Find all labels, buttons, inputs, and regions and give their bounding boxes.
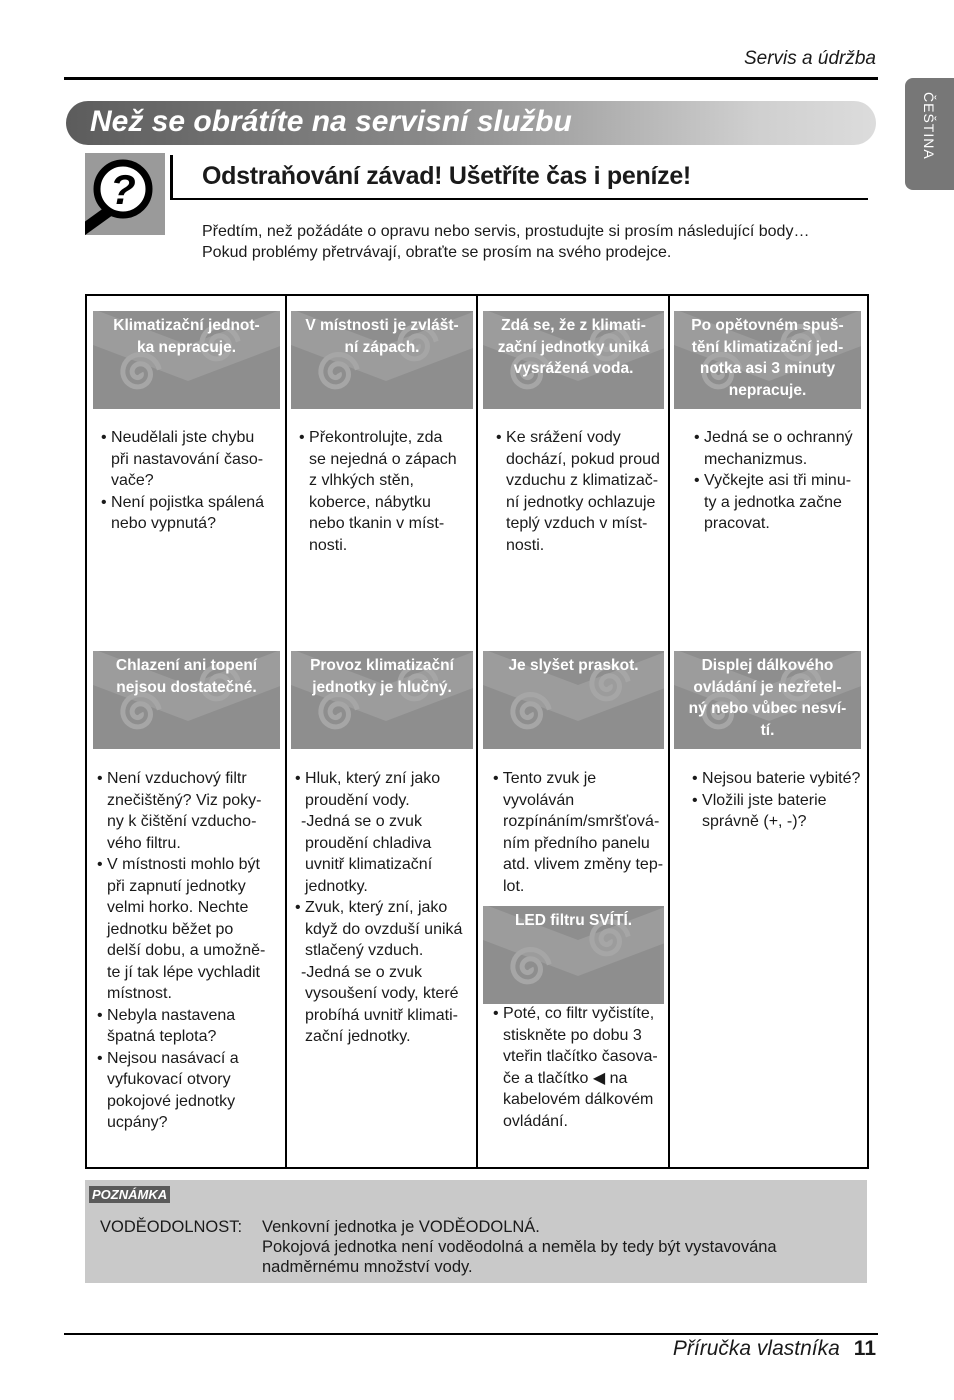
solution-line: místnost.: [107, 985, 172, 1002]
help-icon-box: [85, 153, 165, 235]
problem-heading: [483, 311, 664, 409]
solution-line: stiskněte po dobu 3: [503, 1026, 642, 1044]
heading-line: ný nebo vůbec nesví-: [688, 700, 847, 717]
solution-text: [493, 768, 668, 897]
manual-name: Příručka vlastníka: [672, 1337, 840, 1360]
problem-heading-text: [487, 655, 660, 677]
solution-line: • Tento zvuk je vyvoláván: [493, 770, 597, 809]
note-line: Venkovní jednotka je VODĚODOLNÁ.: [262, 1218, 540, 1236]
footer: [673, 1337, 876, 1361]
heading-line: V místnosti je zvlášt-: [305, 317, 459, 334]
solution-line: ním předního panelu: [503, 834, 650, 852]
solution-line: vače?: [111, 472, 154, 489]
language-tab: [905, 78, 954, 190]
solution-line: nosti.: [309, 536, 348, 554]
solution-line: jednotku běžet po: [107, 920, 234, 938]
solution-line: • Hluk, který zní jako: [295, 770, 441, 787]
solution-text: [493, 1003, 668, 1132]
intro-line: Pokud problémy přetrvávají, obraťte se prosím na svého prodejce.: [202, 244, 672, 261]
solution-line: • V místnosti mohlo být: [97, 856, 260, 873]
grid-divider: [668, 294, 670, 1169]
solution-line: te jí tak lépe vychladit: [107, 963, 260, 981]
problem-heading-text: [487, 910, 660, 932]
solution-line: jednotky.: [305, 877, 368, 895]
solution-line: nebo tkanin v míst-: [309, 515, 445, 532]
heading-line: ní zápach.: [344, 338, 420, 356]
solution-line: špatná teplota?: [107, 1028, 217, 1045]
heading-line: notka asi 3 minuty: [699, 360, 836, 377]
solution-line: • Nejsou baterie vybité?: [692, 770, 861, 787]
svg-text:?: ?: [110, 166, 136, 213]
solution-line: nosti.: [506, 536, 545, 554]
heading-line: tění klimatizační jed-: [691, 338, 844, 356]
solution-line: delší dobu, a umožně-: [107, 942, 266, 959]
solution-line: mechanizmus.: [704, 450, 808, 468]
problem-heading-text: [295, 315, 469, 358]
problem-heading: [93, 311, 280, 409]
heading-line: Provoz klimatizační: [310, 657, 454, 674]
heading-line: nepracuje.: [728, 381, 807, 399]
subtitle: Odstraňování závad! Ušetříte čas i peníze!: [202, 162, 691, 190]
heading-line: zační jednotky uniká: [497, 338, 650, 356]
solution-line: koberce, nábytku: [309, 493, 431, 511]
solution-line: • Nejsou nasávací a: [97, 1049, 239, 1067]
solution-line: při zapnutí jednotky: [107, 877, 246, 895]
problem-heading: [483, 906, 664, 1004]
heading-line: Klimatizační jednot-: [113, 317, 260, 334]
language-tab-label: ČEŠTINA: [921, 92, 937, 160]
page-number: 11: [853, 1337, 876, 1360]
solution-line: stlačený vzduch.: [305, 942, 424, 959]
solution-line: rozpínáním/smršťová-: [503, 813, 660, 830]
solution-line: znečištěný? Viz poky-: [107, 791, 262, 809]
heading-line: vysrážená voda.: [513, 360, 634, 377]
heading-line: ka nepracuje.: [136, 338, 237, 356]
top-rule: [64, 77, 878, 80]
solution-line: • Není pojistka spálená: [101, 493, 265, 511]
solution-line: lot.: [503, 877, 525, 895]
solution-line: ucpány?: [107, 1114, 168, 1131]
solution-line: • Vložili jste baterie: [692, 791, 827, 809]
heading-line: jednotky je hlučný.: [312, 678, 452, 696]
solution-line: probíhá uvnitř klimati-: [305, 1006, 458, 1024]
solution-text: [496, 427, 666, 556]
solution-text: [694, 427, 866, 535]
solution-line: • Není vzduchový filtr: [97, 770, 247, 787]
solution-text: [692, 768, 868, 833]
solution-line: při nastavování časo-: [111, 450, 264, 468]
solution-text: [101, 427, 281, 535]
note-label: POZNÁMKA: [89, 1186, 170, 1203]
problem-heading-text: [97, 315, 276, 358]
heading-line: Displej dálkového: [701, 657, 834, 674]
solution-line: vyfukovací otvory: [107, 1071, 231, 1088]
note-key: VODĚODOLNOST:: [100, 1218, 243, 1236]
solution-line: vého filtru.: [107, 834, 181, 852]
solution-line: • Jedná se o ochranný: [694, 429, 853, 446]
solution-line: z vlhkých stěn,: [309, 472, 414, 489]
problem-heading: [291, 651, 473, 749]
intro-text: [202, 221, 809, 263]
problem-heading-text: [678, 655, 857, 741]
heading-line: Je slyšet praskot.: [508, 657, 639, 674]
solution-text: [295, 768, 473, 1048]
solution-line: velmi horko. Nechte: [107, 899, 249, 916]
grid-divider: [285, 294, 287, 1169]
solution-line: atd. vlivem změny tep-: [503, 856, 664, 873]
problem-heading-text: [678, 315, 857, 401]
bottom-rule: [64, 1333, 878, 1335]
problem-heading-text: [97, 655, 276, 698]
note-content: [262, 1217, 777, 1277]
solution-line: zační jednotky.: [305, 1028, 411, 1045]
solution-line: • Nebyla nastavena: [97, 1006, 236, 1024]
problem-heading: [674, 651, 861, 749]
heading-line: LED filtru SVÍTÍ.: [514, 912, 633, 929]
solution-line: uvnitř klimatizační: [305, 856, 433, 873]
solution-line: • Neudělali jste chybu: [101, 429, 255, 446]
solution-line: správně (+, -)?: [702, 813, 807, 830]
solution-line: ny k čištění vzducho-: [107, 813, 257, 830]
subtitle-divider: [170, 155, 173, 200]
magnifier-question-icon: [85, 153, 165, 235]
note-line: Pokojová jednotka není voděodolná a neměla by tedy být vystavována: [262, 1238, 777, 1256]
solution-line: kabelovém dálkovém: [503, 1091, 654, 1108]
heading-line: nejsou dostatečné.: [116, 678, 257, 696]
solution-line: proudění chladiva: [305, 834, 432, 852]
solution-line: vzduchu z klimatizač-: [506, 472, 659, 489]
solution-line: teplý vzduch v míst-: [506, 515, 648, 532]
problem-heading: [291, 311, 473, 409]
problem-heading: [93, 651, 280, 749]
solution-line: -Jedná se o zvuk: [301, 963, 422, 981]
intro-line: Předtím, než požádáte o opravu nebo servis, prostudujte si prosím následující body…: [202, 223, 810, 240]
solution-line: se nejedná o zápach: [309, 450, 457, 468]
solution-line: • Vyčkejte asi tři minu-: [694, 472, 852, 489]
solution-line: • Ke srážení vody: [496, 429, 621, 446]
solution-line: proudění vody.: [305, 791, 410, 809]
solution-line: pokojové jednotky: [107, 1092, 236, 1110]
problem-heading: [674, 311, 861, 409]
heading-line: tí.: [760, 721, 775, 739]
solution-line: ovládání.: [503, 1112, 568, 1130]
solution-line: když do ovzduší uniká: [305, 920, 463, 938]
note-line: nadměrnému množství vody.: [262, 1258, 473, 1276]
solution-line: • Zvuk, který zní, jako: [295, 899, 448, 916]
problem-heading: [483, 651, 664, 749]
solution-line: pracovat.: [704, 515, 770, 532]
solution-line: ty a jednotka začne: [704, 493, 842, 511]
heading-line: Zdá se, že z klimati-: [501, 317, 646, 334]
solution-line: dochází, pokud proud: [506, 450, 660, 468]
solution-line: nebo vypnutá?: [111, 515, 216, 532]
section-header: Servis a údržba: [743, 48, 876, 69]
solution-line: • Poté, co filtr vyčistíte,: [493, 1005, 655, 1022]
solution-line: -Jedná se o zvuk: [301, 813, 422, 830]
solution-line: ní jednotky ochlazuje: [506, 493, 656, 511]
solution-line: če a tlačítko ◀ na: [503, 1069, 628, 1087]
solution-line: vteřin tlačítko časova-: [503, 1048, 658, 1065]
page-title: Než se obrátíte na servisní službu: [90, 105, 572, 138]
solution-text: [299, 427, 475, 556]
heading-line: Po opětovném spuš-: [691, 317, 844, 334]
problem-heading-text: [487, 315, 660, 380]
heading-line: ovládání je nezřetel-: [693, 678, 842, 696]
solution-text: [97, 768, 283, 1134]
subtitle-rule: [172, 198, 868, 200]
problem-heading-text: [295, 655, 469, 698]
solution-line: • Překontrolujte, zda: [299, 429, 443, 446]
heading-line: Chlazení ani topení: [115, 657, 258, 674]
grid-divider: [476, 294, 478, 1169]
solution-line: vysoušení vody, které: [305, 985, 459, 1002]
